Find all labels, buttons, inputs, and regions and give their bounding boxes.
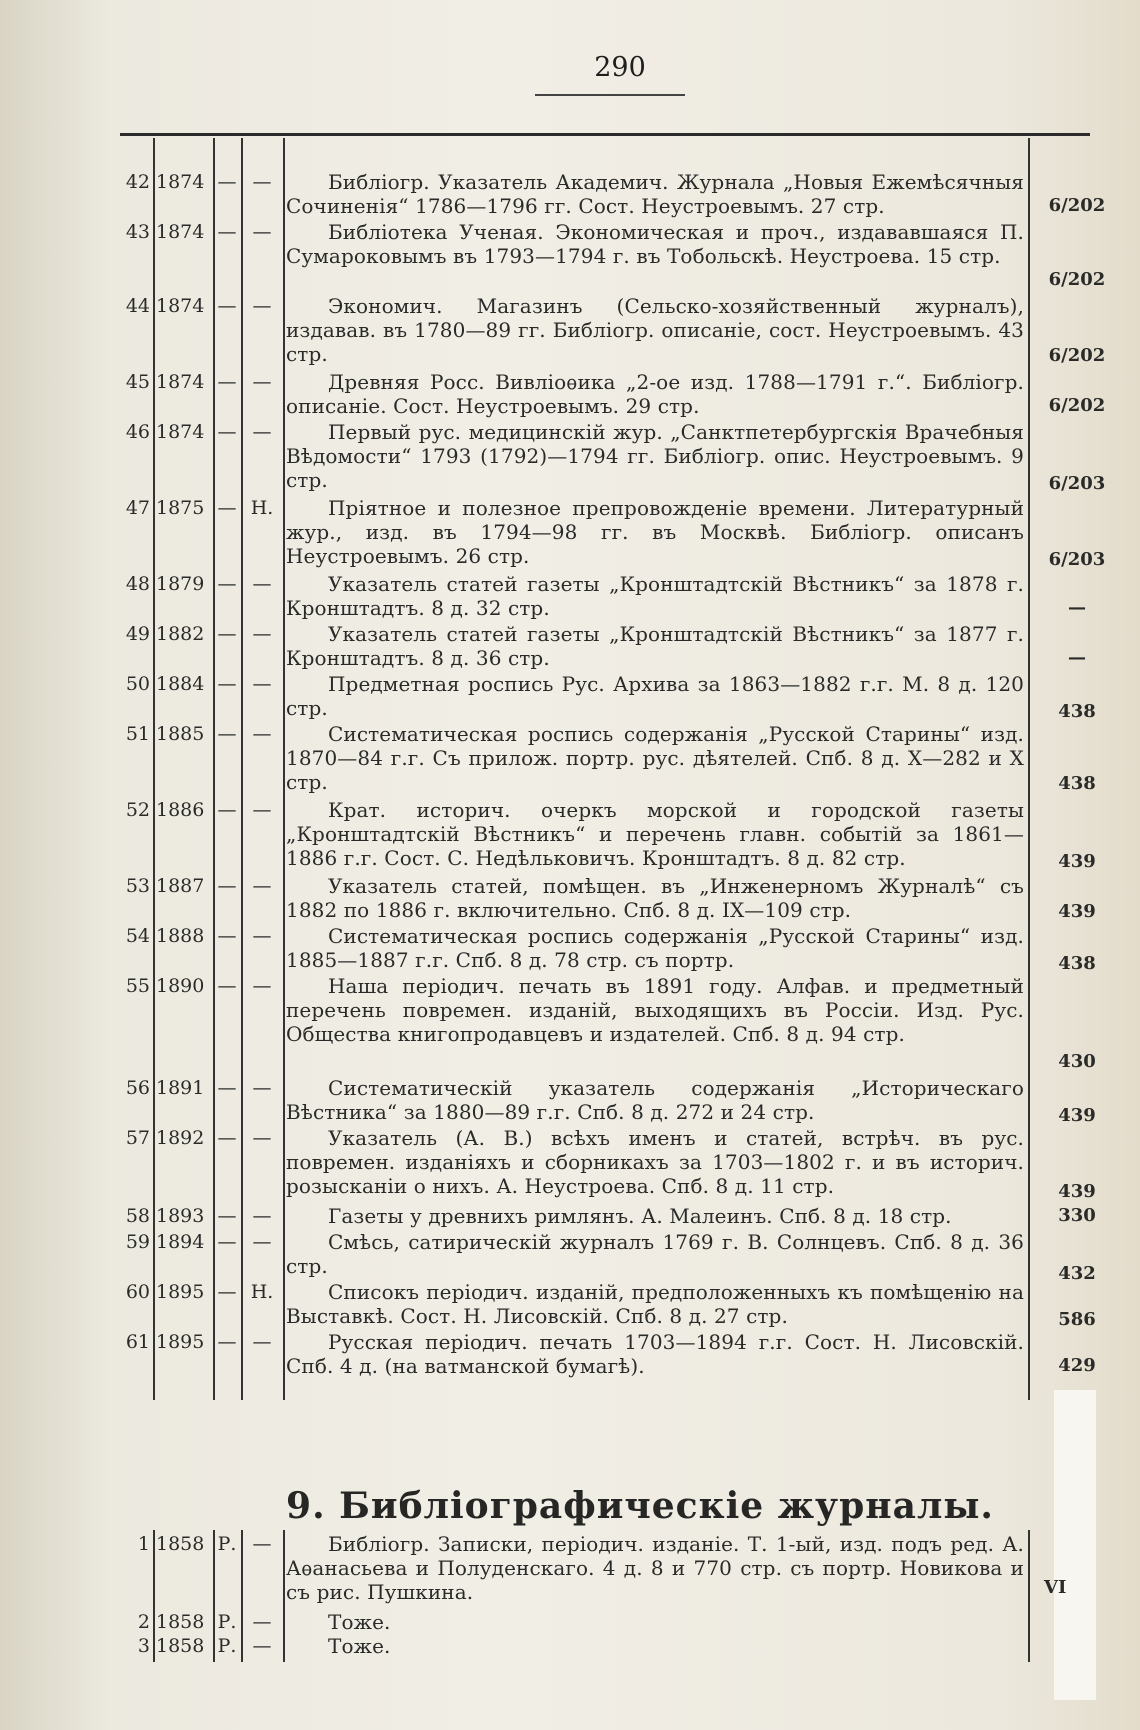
entry-description: Смѣсь, сатирическій журналъ 1769 г. В. Солнцевъ. Спб. 8 д. 36 стр.	[286, 1230, 1024, 1278]
entry-number: 46	[125, 421, 150, 443]
entry-description: Русская періодич. печать 1703—1894 г.г. Сост. Н. Лисовскій. Спб. 4 д. (на ватманской бумагѣ).	[286, 1330, 1024, 1378]
entry-year: 1882	[156, 623, 205, 645]
entry-mark: —	[252, 1533, 272, 1555]
entry-number: 3	[137, 1635, 150, 1657]
entry-description: Библіотека Ученая. Экономическая и проч., издававшаяся П. Сумароковымъ въ 1793—1794 г. въ Тобольскѣ. Неустроева. 15 стр.	[286, 220, 1024, 268]
entry-description: Предметная роспись Рус. Архива за 1863—1882 г.г. М. 8 д. 120 стр.	[286, 672, 1024, 720]
entry-description: Крат. историч. очеркъ морской и городской газеты „Кронштадтскій Вѣстникъ“ и перечень главн. событій за 1861—1886 г.г. Сост. С. Недѣльковичъ. Кронштадтъ. 8 д. 82 стр.	[286, 798, 1024, 870]
entry-number: 59	[125, 1231, 150, 1253]
entry-year: 1875	[156, 497, 205, 519]
entry-reference: 438	[1058, 953, 1096, 974]
entry-reference: 6/203	[1048, 473, 1106, 494]
entry-year: 1874	[156, 221, 205, 243]
entry-number: 60	[125, 1281, 150, 1303]
entry-number: 58	[125, 1205, 150, 1227]
column-line	[1028, 1530, 1030, 1662]
entry-mark: Р.	[217, 1533, 237, 1555]
entry-description: Библіогр. Записки, періодич. изданіе. Т. 1-ый, изд. подъ ред. А. Аѳанасьева и Полуденскаго. 4 д. 8 и 770 стр. съ портр. Новикова и съ рис. Пушкина.	[286, 1532, 1024, 1604]
entry-mark: —	[252, 673, 272, 695]
entry-description: Библіогр. Указатель Академич. Журнала „Новыя Ежемѣсячныя Сочиненія“ 1786—1796 гг. Сост. Неустроевымъ. 27 стр.	[286, 170, 1024, 218]
entry-mark: —	[217, 623, 237, 645]
column-line	[241, 1530, 243, 1662]
entry-reference: 439	[1058, 851, 1096, 872]
column-line	[153, 1530, 155, 1662]
entry-number: 57	[125, 1127, 150, 1149]
entry-description: Систематическая роспись содержанія „Русской Старины“ изд. 1885—1887 г.г. Спб. 8 д. 78 стр. съ портр.	[286, 924, 1024, 972]
entry-description: Тоже.	[328, 1634, 391, 1658]
column-line	[283, 138, 285, 1400]
column-line	[213, 1530, 215, 1662]
entry-description: Древняя Росс. Вивліоѳика „2-ое изд. 1788—1791 г.“. Библіогр. описаніе. Сост. Неустроевымъ. 29 стр.	[286, 370, 1024, 418]
entry-year: 1884	[156, 673, 205, 695]
entry-description: Систематическій указатель содержанія „Историческаго Вѣстника“ за 1880—89 г.г. Спб. 8 д. 272 и 24 стр.	[286, 1076, 1024, 1124]
entry-year: 1858	[156, 1635, 205, 1657]
entry-number: 47	[125, 497, 150, 519]
entry-number: 54	[125, 925, 150, 947]
entry-year: 1895	[156, 1281, 205, 1303]
column-line	[213, 138, 215, 1400]
entry-reference: —	[1068, 647, 1086, 668]
header-rule	[120, 133, 1090, 136]
entry-year: 1858	[156, 1611, 205, 1633]
entry-description: Экономич. Магазинъ (Сельско-хозяйственный журналъ), издавав. въ 1780—89 гг. Библіогр. описаніе, сост. Неустроевымъ. 43 стр.	[286, 294, 1024, 366]
entry-reference: 439	[1058, 901, 1096, 922]
entry-year: 1886	[156, 799, 205, 821]
entry-description: Указатель статей газеты „Кронштадтскій Вѣстникъ“ за 1877 г. Кронштадтъ. 8 д. 36 стр.	[286, 622, 1024, 670]
entry-mark: —	[252, 925, 272, 947]
entry-number: 55	[125, 975, 150, 997]
entry-mark: —	[217, 497, 237, 519]
entry-reference: 429	[1058, 1355, 1096, 1376]
entry-mark: —	[217, 673, 237, 695]
entry-mark: —	[252, 1331, 272, 1353]
entry-number: 53	[125, 875, 150, 897]
entry-mark: —	[217, 1127, 237, 1149]
entry-number: 61	[125, 1331, 150, 1353]
entry-description: Указатель (А. В.) всѣхъ именъ и статей, встрѣч. въ рус. повремен. изданіяхъ и сборникахъ за 1703—1802 г. и въ историч. розысканіи о нихъ. А. Неустроева. Спб. 8 д. 11 стр.	[286, 1126, 1024, 1198]
entry-mark: —	[217, 1231, 237, 1253]
entry-year: 1858	[156, 1533, 205, 1555]
entry-mark: Н.	[250, 1281, 274, 1303]
entry-mark: —	[252, 1611, 272, 1633]
entry-description: Тоже.	[328, 1610, 391, 1634]
entry-description: Газеты у древнихъ римлянъ. А. Малеинъ. Спб. 8 д. 18 стр.	[328, 1204, 952, 1228]
entry-number: 43	[125, 221, 150, 243]
entry-mark: —	[252, 221, 272, 243]
entry-mark: —	[217, 221, 237, 243]
entry-mark: —	[252, 623, 272, 645]
entry-mark: —	[217, 1281, 237, 1303]
entry-reference: —	[1068, 597, 1086, 618]
entry-year: 1874	[156, 295, 205, 317]
entry-mark: —	[252, 171, 272, 193]
entry-reference: 6/202	[1048, 395, 1106, 416]
entry-year: 1893	[156, 1205, 205, 1227]
entry-reference: 6/202	[1048, 345, 1106, 366]
entry-mark: Р.	[217, 1611, 237, 1633]
page-number: 290	[594, 52, 646, 83]
entry-mark: —	[252, 1127, 272, 1149]
entry-reference: 430	[1058, 1051, 1096, 1072]
entry-description: Пріятное и полезное препровожденіе времени. Литературный жур., изд. въ 1794—98 гг. въ Москвѣ. Библіогр. описанъ Неустроевымъ. 26 стр.	[286, 496, 1024, 568]
entry-mark: —	[217, 799, 237, 821]
entry-mark: —	[252, 421, 272, 443]
entry-reference: VI	[1044, 1577, 1067, 1598]
entry-mark: —	[252, 723, 272, 745]
entry-description: Указатель статей, помѣщен. въ „Инженерномъ Журналѣ“ съ 1882 по 1886 г. включительно. Спб. 8 д. IX—109 стр.	[286, 874, 1024, 922]
entry-mark: —	[217, 1205, 237, 1227]
entry-year: 1887	[156, 875, 205, 897]
entry-mark: —	[252, 1231, 272, 1253]
entry-year: 1891	[156, 1077, 205, 1099]
entry-reference: 439	[1058, 1105, 1096, 1126]
entry-mark: —	[252, 295, 272, 317]
page-number-rule	[535, 94, 685, 96]
entry-number: 49	[125, 623, 150, 645]
entry-reference: 438	[1058, 773, 1096, 794]
entry-number: 44	[125, 295, 150, 317]
entry-mark: Н.	[250, 497, 274, 519]
entry-reference: 6/202	[1048, 269, 1106, 290]
entry-mark: —	[217, 925, 237, 947]
section-title: 9. Библіографическіе журналы.	[286, 1484, 994, 1527]
entry-mark: —	[252, 975, 272, 997]
white-strip	[1054, 1390, 1096, 1700]
entry-number: 50	[125, 673, 150, 695]
entry-mark: —	[217, 171, 237, 193]
entry-mark: —	[252, 573, 272, 595]
entry-mark: —	[217, 295, 237, 317]
entry-mark: —	[217, 573, 237, 595]
entry-reference: 438	[1058, 701, 1096, 722]
column-line	[1028, 138, 1030, 1400]
entry-year: 1874	[156, 421, 205, 443]
entry-mark: —	[217, 975, 237, 997]
entry-mark: —	[252, 799, 272, 821]
entry-year: 1874	[156, 371, 205, 393]
entry-mark: —	[217, 421, 237, 443]
entry-description: Списокъ періодич. изданій, предположенныхъ къ помѣщенію на Выставкѣ. Сост. Н. Лисовскій. Спб. 8 д. 27 стр.	[286, 1280, 1024, 1328]
entry-number: 52	[125, 799, 150, 821]
entry-reference: 439	[1058, 1181, 1096, 1202]
entry-reference: 6/203	[1048, 549, 1106, 570]
entry-reference: 330	[1058, 1205, 1096, 1226]
entry-number: 1	[137, 1533, 150, 1555]
entry-year: 1885	[156, 723, 205, 745]
entry-mark: —	[217, 875, 237, 897]
column-line	[241, 138, 243, 1400]
entry-number: 56	[125, 1077, 150, 1099]
entry-year: 1894	[156, 1231, 205, 1253]
entry-number: 51	[125, 723, 150, 745]
entry-mark: Р.	[217, 1635, 237, 1657]
column-line	[283, 1530, 285, 1662]
entry-description: Указатель статей газеты „Кронштадтскій Вѣстникъ“ за 1878 г. Кронштадтъ. 8 д. 32 стр.	[286, 572, 1024, 620]
entry-reference: 6/202	[1048, 195, 1106, 216]
entry-mark: —	[252, 371, 272, 393]
entry-mark: —	[217, 1331, 237, 1353]
entry-mark: —	[252, 1077, 272, 1099]
entry-mark: —	[252, 1635, 272, 1657]
entry-description: Первый рус. медицинскій жур. „Санктпетербургскія Врачебныя Вѣдомости“ 1793 (1792)—1794 гг. Библіогр. опис. Неустроевымъ. 9 стр.	[286, 420, 1024, 492]
entry-year: 1879	[156, 573, 205, 595]
entry-year: 1874	[156, 171, 205, 193]
entry-year: 1890	[156, 975, 205, 997]
entry-reference: 432	[1058, 1263, 1096, 1284]
entry-number: 2	[137, 1611, 150, 1633]
entry-mark: —	[217, 371, 237, 393]
entry-year: 1892	[156, 1127, 205, 1149]
column-line	[153, 138, 155, 1400]
entry-number: 45	[125, 371, 150, 393]
entry-description: Наша періодич. печать въ 1891 году. Алфав. и предметный перечень повремен. изданій, выходящихъ въ Россіи. Изд. Рус. Общества книгопродавцевъ и издателей. Спб. 8 д. 94 стр.	[286, 974, 1024, 1046]
entry-reference: 586	[1058, 1309, 1096, 1330]
entry-description: Систематическая роспись содержанія „Русской Старины“ изд. 1870—84 г.г. Съ прилож. портр. рус. дѣятелей. Спб. 8 д. X—282 и X стр.	[286, 722, 1024, 794]
entry-year: 1888	[156, 925, 205, 947]
entry-mark: —	[217, 723, 237, 745]
entry-number: 48	[125, 573, 150, 595]
entry-number: 42	[125, 171, 150, 193]
entry-mark: —	[252, 875, 272, 897]
entry-mark: —	[217, 1077, 237, 1099]
entry-year: 1895	[156, 1331, 205, 1353]
entry-mark: —	[252, 1205, 272, 1227]
